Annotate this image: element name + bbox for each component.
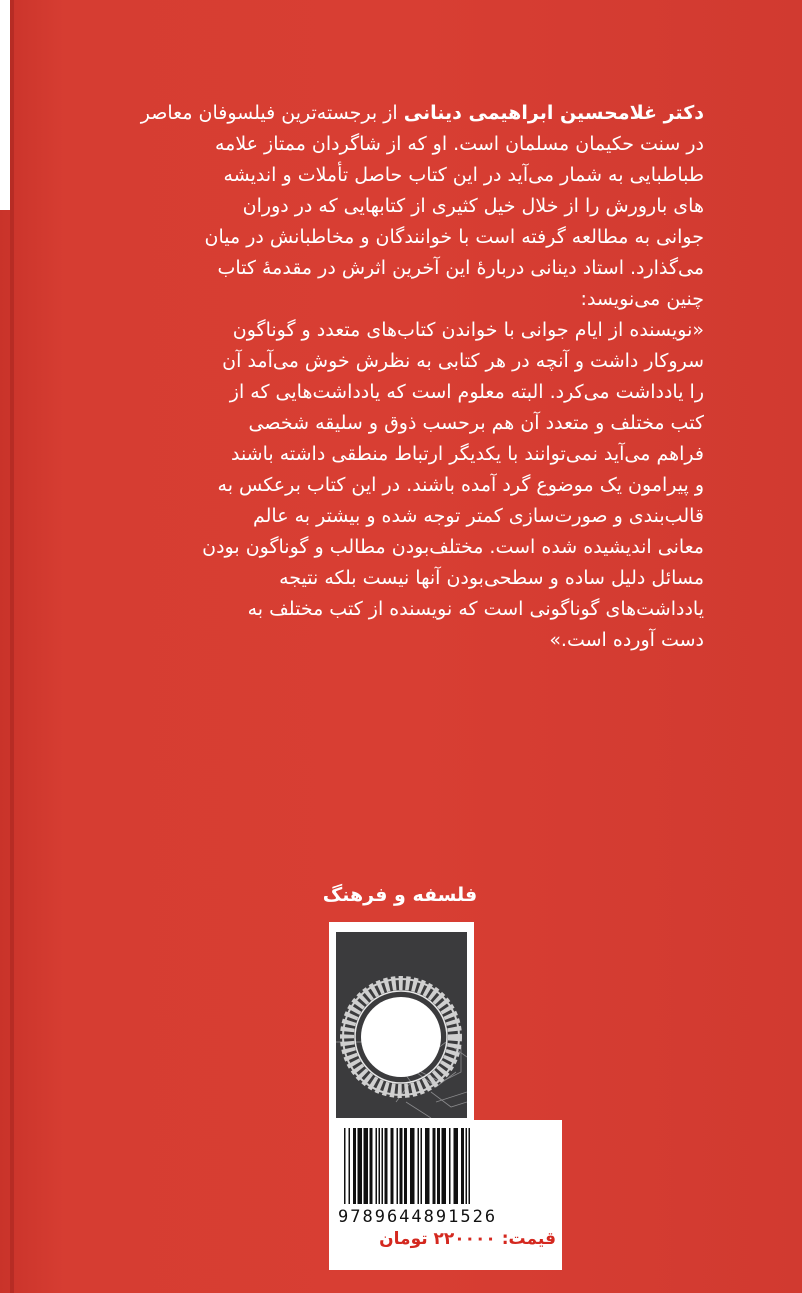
blurb-line bbox=[104, 160, 704, 191]
blurb-line-text: فراهم می‌آید نمی‌توانند با یکدیگر ارتباط منطقی داشته باشند bbox=[230, 443, 704, 465]
blurb-text bbox=[104, 98, 704, 656]
publisher-name: فلسفه و فرهنگ bbox=[322, 884, 478, 906]
barcode-bar bbox=[433, 1128, 436, 1204]
blurb-line-text: سروکار داشت و آنچه در هر کتابی به نظرش خوش می‌آمد آن bbox=[222, 350, 704, 372]
blurb-line-text: مسائل دلیل ساده و سطحی‌بودن آنها نیست بلکه نتیجه bbox=[279, 567, 704, 589]
blurb-line-text: معانی اندیشیده شده است. مختلف‌بودن مطالب و گوناگون بودن bbox=[202, 536, 704, 558]
publisher-logo-icon bbox=[336, 932, 467, 1118]
blurb-line bbox=[104, 625, 704, 656]
blurb-line bbox=[104, 408, 704, 439]
blurb-line-text: در سنت حکیمان مسلمان است. او که از شاگردان ممتاز علامه bbox=[214, 133, 704, 155]
blurb-line bbox=[104, 470, 704, 501]
blurb-line-text: های بارورش را از خلال خیل کثیری از کتابهایی که در دوران bbox=[242, 195, 704, 217]
barcode-bar bbox=[421, 1128, 423, 1204]
blurb-line bbox=[104, 253, 704, 284]
blurb-line-text: کتب مختلف و متعدد آن هم برحسب ذوق و سلیقه شخصی bbox=[248, 412, 704, 434]
blurb-line-text: را یادداشت می‌کرد. البته معلوم است که یادداشت‌هایی که از bbox=[229, 381, 704, 403]
blurb-line bbox=[104, 346, 704, 377]
blurb-line bbox=[104, 532, 704, 563]
spine-shadow bbox=[10, 0, 14, 1293]
blurb-line-text: از برجسته‌ترین فیلسوفان معاصر bbox=[140, 102, 404, 124]
barcode-bar bbox=[391, 1128, 394, 1204]
barcode-bar bbox=[379, 1128, 381, 1204]
barcode-bar bbox=[400, 1128, 403, 1204]
blurb-line-text: قالب‌بندی و صورت‌سازی کمتر توجه شده و بیشتر به عالم bbox=[252, 505, 704, 527]
barcode-bar bbox=[353, 1128, 356, 1204]
blurb-line-text: می‌گذارد. استاد دینانی دربارهٔ این آخرین اثرش در مقدمهٔ کتاب bbox=[217, 257, 704, 279]
barcode-bar bbox=[364, 1128, 369, 1204]
barcode-bar bbox=[449, 1128, 451, 1204]
blurb-line-text: چنین می‌نویسد: bbox=[580, 288, 704, 310]
blurb-line bbox=[104, 377, 704, 408]
barcode-bar bbox=[404, 1128, 407, 1204]
blurb-line bbox=[104, 222, 704, 253]
blurb-line bbox=[104, 563, 704, 594]
barcode-bar bbox=[442, 1128, 447, 1204]
blurb-line bbox=[104, 129, 704, 160]
barcode-bar bbox=[410, 1128, 415, 1204]
blurb-line-text: «نویسنده از ایام جوانی با خواندن کتاب‌های متعدد و گوناگون bbox=[232, 319, 704, 341]
blurb-line bbox=[104, 284, 704, 315]
blurb-line bbox=[104, 594, 704, 625]
barcode-bar bbox=[397, 1128, 399, 1204]
barcode-bar bbox=[344, 1128, 346, 1204]
blurb-line-text: دست آورده است.» bbox=[549, 629, 704, 651]
isbn-number: 9789644891526 bbox=[338, 1207, 498, 1227]
author-name: دکتر غلامحسین ابراهیمی دینانی bbox=[403, 102, 704, 124]
barcode-bar bbox=[437, 1128, 440, 1204]
barcode-icon bbox=[340, 1128, 556, 1208]
blurb-line bbox=[104, 191, 704, 222]
barcode-bar bbox=[370, 1128, 373, 1204]
blurb-line bbox=[104, 98, 704, 129]
barcode-bar bbox=[466, 1128, 468, 1204]
blurb-line bbox=[104, 315, 704, 346]
barcode-bar bbox=[358, 1128, 363, 1204]
barcode-bar bbox=[418, 1128, 420, 1204]
blurb-line-text: جوانی به مطالعه گرفته است با خوانندگان و مخاطبانش در میان bbox=[204, 226, 704, 248]
blurb-line-text: طباطبایی به شمار می‌آید در این کتاب حاصل تأملات و اندیشه bbox=[223, 164, 704, 186]
blurb-line-text: یادداشت‌های گوناگونی است که نویسنده از کتب مختلف به bbox=[247, 598, 704, 620]
blurb-line-text: و پیرامون یک موضوع گرد آمده باشند. در این کتاب برعکس به bbox=[217, 474, 704, 496]
barcode-bar bbox=[454, 1128, 459, 1204]
barcode-bar bbox=[385, 1128, 388, 1204]
barcode-bar bbox=[376, 1128, 378, 1204]
cover-edge-strip bbox=[0, 0, 10, 210]
blurb-line bbox=[104, 439, 704, 470]
barcode-bar bbox=[349, 1128, 351, 1204]
barcode-bar bbox=[382, 1128, 384, 1204]
barcode-bar bbox=[425, 1128, 430, 1204]
barcode-bar bbox=[469, 1128, 471, 1204]
blurb-line bbox=[104, 501, 704, 532]
barcode-bar bbox=[461, 1128, 464, 1204]
price-label: قیمت: ۲۲۰۰۰۰ تومان bbox=[379, 1229, 556, 1249]
